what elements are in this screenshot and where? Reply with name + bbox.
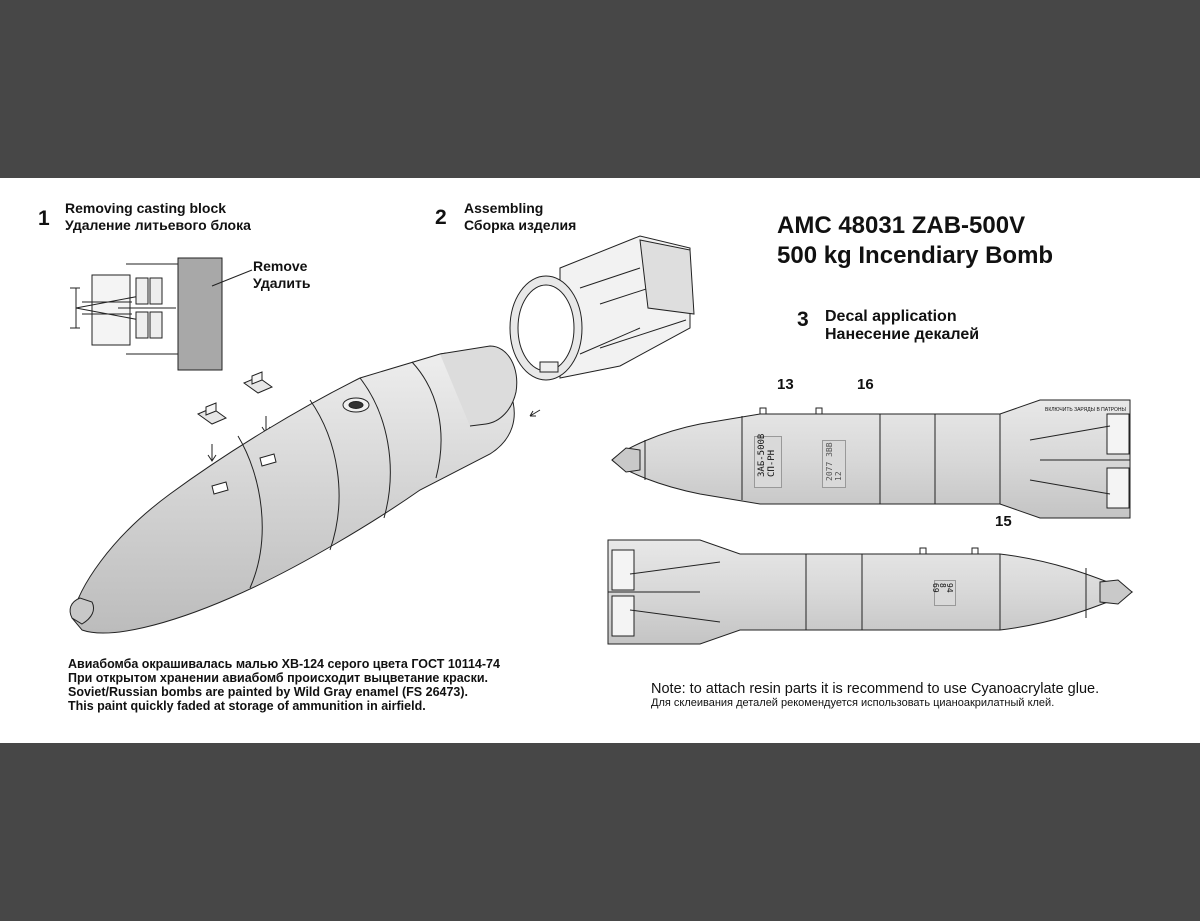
step-1-title-en: Removing casting block xyxy=(65,200,227,216)
decal-15-line-1: 94 xyxy=(945,583,954,593)
paint-note-en-2: This paint quickly faded at storage of ammunition in airfield. xyxy=(68,699,426,713)
decal-13-line-2: СП-РН xyxy=(767,449,777,477)
bomb-side-view-top xyxy=(612,400,1130,518)
tail-assembly xyxy=(510,236,694,416)
step-3-number: 3 xyxy=(797,308,809,331)
glue-note-en: Note: to attach resin parts it is recommend to use Cyanoacrylate glue. xyxy=(651,681,1100,697)
decal-15-patch xyxy=(931,580,956,606)
casting-block xyxy=(178,258,252,370)
product-subtitle: 500 kg Incendiary Bomb xyxy=(777,242,1054,269)
step-2-number: 2 xyxy=(435,206,447,229)
decal-number-16: 16 xyxy=(857,376,874,393)
step-1-title-ru: Удаление литьевого блока xyxy=(65,217,251,233)
decal-number-13: 13 xyxy=(777,376,794,393)
bomb-side-view-bottom xyxy=(608,540,1132,644)
paint-note-ru-1: Авиабомба окрашивалась малью ХВ-124 серого цвета ГОСТ 10114-74 xyxy=(68,657,500,671)
decal-15-line-2: 8 xyxy=(938,583,947,588)
bomb-perspective xyxy=(70,346,517,633)
decal-16-line-1: 2077 ЗВВ xyxy=(825,442,834,481)
remove-label-ru: Удалить xyxy=(253,275,311,291)
remove-label-en: Remove xyxy=(253,258,308,274)
product-title: AMC 48031 ZAB-500V xyxy=(777,212,1026,239)
decal-15-line-3: 69 xyxy=(931,583,940,593)
decal-number-15: 15 xyxy=(995,513,1012,530)
step-3-title-ru: Нанесение декалей xyxy=(825,326,980,343)
paint-note-ru-2: При открытом хранении авиабомб происходит выцветание краски. xyxy=(68,671,489,685)
glue-note-ru: Для склеивания деталей рекомендуется использовать цианоакрилатный клей. xyxy=(651,697,1055,709)
tail-band-decal: ВКЛЮЧИТЬ ЗАРЯДЫ В ПАТРОНЫ xyxy=(1045,407,1126,413)
step-2-title-en: Assembling xyxy=(464,200,544,216)
decal-13-patch xyxy=(754,433,782,488)
step-3-title-en: Decal application xyxy=(825,308,957,325)
technical-drawings xyxy=(0,178,1200,743)
step-2-title-ru: Сборка изделия xyxy=(464,217,577,233)
casting-block-drawing xyxy=(70,264,178,354)
decal-13-line-1: ЗАБ-500В xyxy=(757,433,767,477)
decal-16-patch xyxy=(822,440,846,488)
decal-16-line-2: 12 xyxy=(834,471,843,481)
instruction-sheet xyxy=(0,178,1200,743)
paint-note-en-1: Soviet/Russian bombs are painted by Wild Gray enamel (FS 26473). xyxy=(68,685,469,699)
step-1-number: 1 xyxy=(38,207,50,230)
